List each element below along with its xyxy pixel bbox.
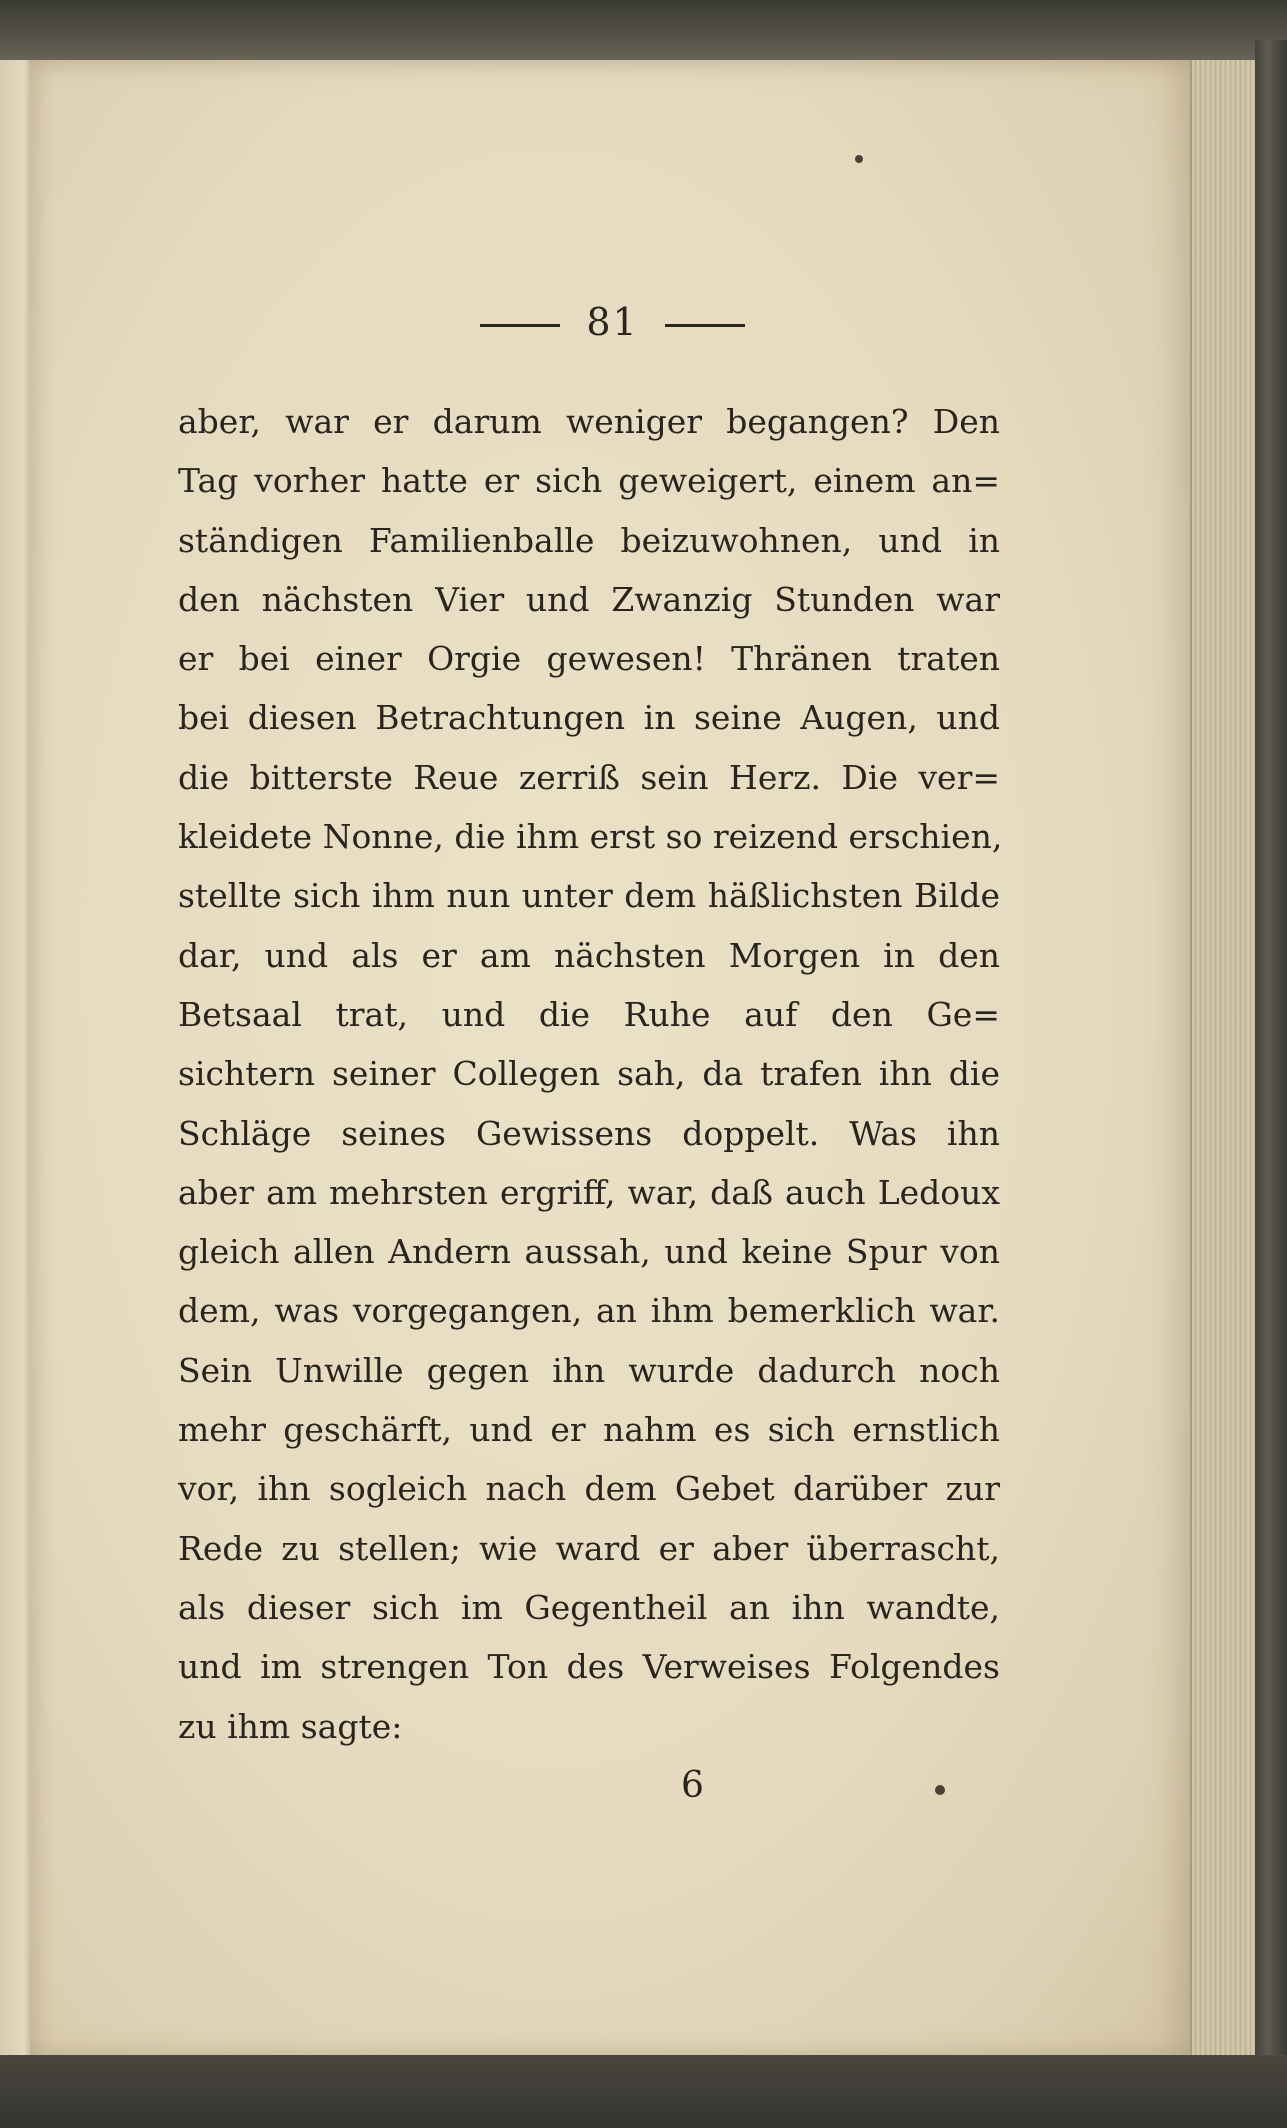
text-line: Schläge seines Gewissens doppelt. Was ihn xyxy=(178,1113,1000,1153)
paper-speck xyxy=(855,155,863,163)
text-line: die bitterste Reue zerriß sein Herz. Die ver= xyxy=(178,757,1000,797)
text-line: als dieser sich im Gegentheil an ihn wandte, xyxy=(178,1587,1000,1627)
text-line: zu ihm sagte: xyxy=(178,1706,403,1746)
book-cover-top-edge xyxy=(0,0,1287,62)
left-page-edge xyxy=(0,60,34,2060)
text-line: Betsaal trat, und die Ruhe auf den Ge= xyxy=(178,994,1000,1034)
book-cover-right-edge xyxy=(1255,40,1287,2128)
signature-mark: 6 xyxy=(681,1765,704,1806)
header-dash-right xyxy=(665,324,745,327)
text-line: Sein Unwille gegen ihn wurde dadurch noch xyxy=(178,1350,1000,1390)
text-line: sichtern seiner Collegen sah, da trafen ihn die xyxy=(178,1054,1000,1094)
text-line: bei diesen Betrachtungen in seine Augen, und xyxy=(178,698,1000,738)
page-header xyxy=(30,300,1195,360)
text-line: dar, und als er am nächsten Morgen in den xyxy=(178,935,1000,975)
text-line: aber am mehrsten ergriff, war, daß auch Ledoux xyxy=(178,1172,1000,1212)
text-line: Tag vorher hatte er sich geweigert, einem an= xyxy=(178,461,1000,501)
text-line: dem, was vorgegangen, an ihm bemerklich war. xyxy=(178,1291,1000,1331)
text-line: aber, war er darum weniger begangen? Den xyxy=(178,402,1000,441)
text-line: vor, ihn sogleich nach dem Gebet darüber zur xyxy=(178,1469,1000,1509)
text-line: den nächsten Vier und Zwanzig Stunden war xyxy=(178,579,1000,619)
text-line: und im strengen Ton des Verweises Folgendes xyxy=(178,1647,1000,1687)
page-block-edges xyxy=(1190,60,1262,2070)
text-line: gleich allen Andern aussah, und keine Spur von xyxy=(178,1232,1000,1272)
text-line: kleidete Nonne, die ihm erst so reizend erschien, xyxy=(178,817,1003,857)
text-line: ständigen Familienballe beizuwohnen, und in xyxy=(178,520,1000,560)
page-number: 81 xyxy=(586,300,639,344)
header-dash-left xyxy=(480,324,560,327)
body-text xyxy=(178,392,1003,1756)
text-line: mehr geschärft, und er nahm es sich ernstlich xyxy=(178,1410,1000,1450)
paper-speck xyxy=(935,1785,945,1795)
text-line: Rede zu stellen; wie ward er aber überrascht, xyxy=(178,1528,1000,1568)
book-cover-bottom-edge xyxy=(0,2055,1287,2128)
book-page xyxy=(30,60,1195,2058)
text-line: er bei einer Orgie gewesen! Thränen traten xyxy=(178,639,1000,679)
text-line: stellte sich ihm nun unter dem häßlichsten Bilde xyxy=(178,876,1000,916)
